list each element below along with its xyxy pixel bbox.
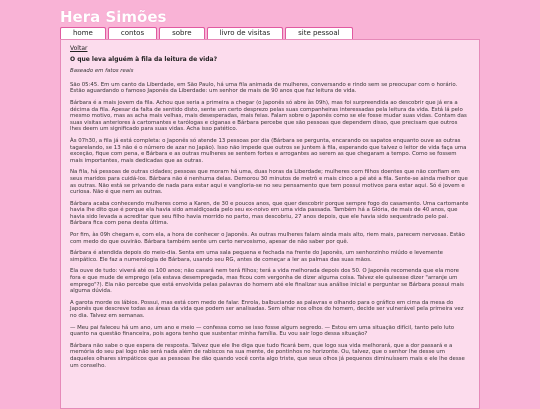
post-body [70,82,470,369]
back-link[interactable]: Voltar [70,45,88,52]
nav-sobre[interactable]: sobre [159,27,204,39]
nav-livro-de-visitas[interactable]: livro de visitas [207,27,284,39]
post-paragraph: A garota morde os lábios. Possui, mas está com medo de falar. Enrola, balbuciando as palavras e olhando para o gráfico em cima da mesa do Japonês que descreve todas as áreas da vida que podem ser analisadas. Sem olhar nos olhos do homem, decide ser vulnerável pela primeira vez no dia. Talvez em semanas. [70,299,464,319]
nav-contos[interactable]: contos [108,27,157,39]
post-paragraph: Na fila, há pessoas de outras cidades; pessoas que moram há uma, duas horas da Liberdade; mulheres com filhos doentes que não confiam em seus maridos para cuidá-los. Bárbara não é nenhuma delas. Demorou 30 minutos de metrô e mais cinco a pé até a fila. Sente-se ainda melhor que as outras. Não está se privando de nada para estar aqui e vangloria-se no seu pensamento que tem possui motivos para estar aqui. Só é jovem e curiosa. Não é que nem as outras. [70,169,468,196]
post-paragraph: Bárbara é a mais jovem da fila. Achou que seria a primeira a chegar (o Japonês só abre às 09h), mas foi surpreendida ao descobrir que já era a décima da fila. Apesar da falta de sentido disto, sente um certo desprezo pelas suas companheiras interessadas pela leitura da vida. Está lá pelo mesmo motivo, mas as acha mais velhas, mais desesperadas, mais feias. Falam sobre o Japonês como se ele fosse mudar suas vidas. Contam das suas visitas anteriores à cartomantes e tarólogas e ciganas e Bárbara percebe que são pessoas que dependem disso, que precisam que outros lhes deem um significado para suas vidas. Acha isso patético. [70,99,467,133]
post-paragraph: Bárbara não sabe o que espera de resposta. Talvez que ele lhe diga que tudo ficará bem, que logo sua vida melhorará, que a dor passará e a memória do seu pai logo não será nada além de rabiscos na sua mente, de pontinhos no horizonte. Ou, talvez, que o senhor lhe desse um daqueles olhares simpáticos que as pessoas lhe dão quando você conta algo triste, que seus olhos já pequenos diminuíssem mais e ele lhe desse um conselho. [70,342,465,369]
post-paragraph: Bárbara é atendida depois do meio-dia. Senta em uma sala pequena e fechada na frente do Japonês, um senhorzinho miúdo e levemente simpático. Ele faz a numerologia de Bárbara, usando seu RG, antes de começar a ler as palmas das suas mãos. [70,250,443,263]
nav-site-pessoal[interactable]: site pessoal [285,27,352,39]
site-title: Hera Simões [60,8,167,26]
post-paragraph: São 05:45. Em um canto da Liberdade, em São Paulo, há uma fila animada de mulheres, conversando e rindo sem se preocupar com o horário. Estão aguardando o famoso Japonês da Liberdade: um senhor de mais de 90 anos que faz leitura de vida. [70,81,458,95]
nav-home[interactable]: home [60,27,106,39]
post-subtitle: Baseado em fatos reais [70,68,134,75]
content-panel [60,39,480,409]
post-paragraph: Bárbara acaba conhecendo mulheres como a Karen, de 30 e poucos anos, que quer descobrir porque sempre fogo do casamento. Uma cartomante havia lhe dito que é porque ela havia sido amaldiçoada pelo seu ex-noivo em uma vida passada. Também há a Glória, de mais de 40 anos, que havia sido levada a acreditar que seu filho havia morrido no parto, mas descobriu, 27 anos depois, que ele havia sido sequestrado pelo pai. Bárbara fica com pena desta última. [70,200,469,227]
post-paragraph: — Meu pai faleceu há um ano, um ano e meio — confessa como se isso fosse algum segredo. — Estou em uma situação difícil, tanto pelo luto quanto na questão financeira, pois agora tenho que sustentar minha família. Eu vou sair logo dessa situação? [70,324,455,338]
post-title: O que leva alguém à fila da leitura de vida? [70,55,218,63]
post-paragraph: Por fim, às 09h chegam e, com ela, a hora de conhecer o Japonês. As outras mulheres falam ainda mais alto, riem mais, parecem nervosas. Estão com medo do que ouvirão. Bárbara também sente um certo nervosismo, apesar de não saber por quê. [70,232,465,245]
main-nav [60,27,353,39]
post-paragraph: Ela ouve de tudo: viverá até os 100 anos; não casará nem terá filhos; terá a vida melhorada depois dos 50. O Japonês recomenda que ela more fora e que mude de emprego (ela estava desempregada, mas ficou com vergonha de dizer alguma coisa. Talvez ele quisesse dizer "arranje um emprego"?). Ela não percebe que está envolvida pelas palavras do homem até ele finalizar sua análise inicial e perguntar se Bárbara possui mais alguma dúvida. [70,268,464,295]
post-paragraph: Às 07h30, a fila já está completa: o Japonês só atende 13 pessoas por dia (Bárbara se pergunta, encarando os sapatos enquanto ouve as outras tagarelando, se 13 não é o número de azar no Japão). Isso não impede que outros se juntem à fila, esperando que talvez o leitor de vida faça uma exceção, fique com pena, e Bárbara e as outras mulheres se sentem fortes e arrogantes ao serem as que chegaram a tempo. Como se fossem mais importantes, mais dedicadas que as outras. [70,137,467,164]
